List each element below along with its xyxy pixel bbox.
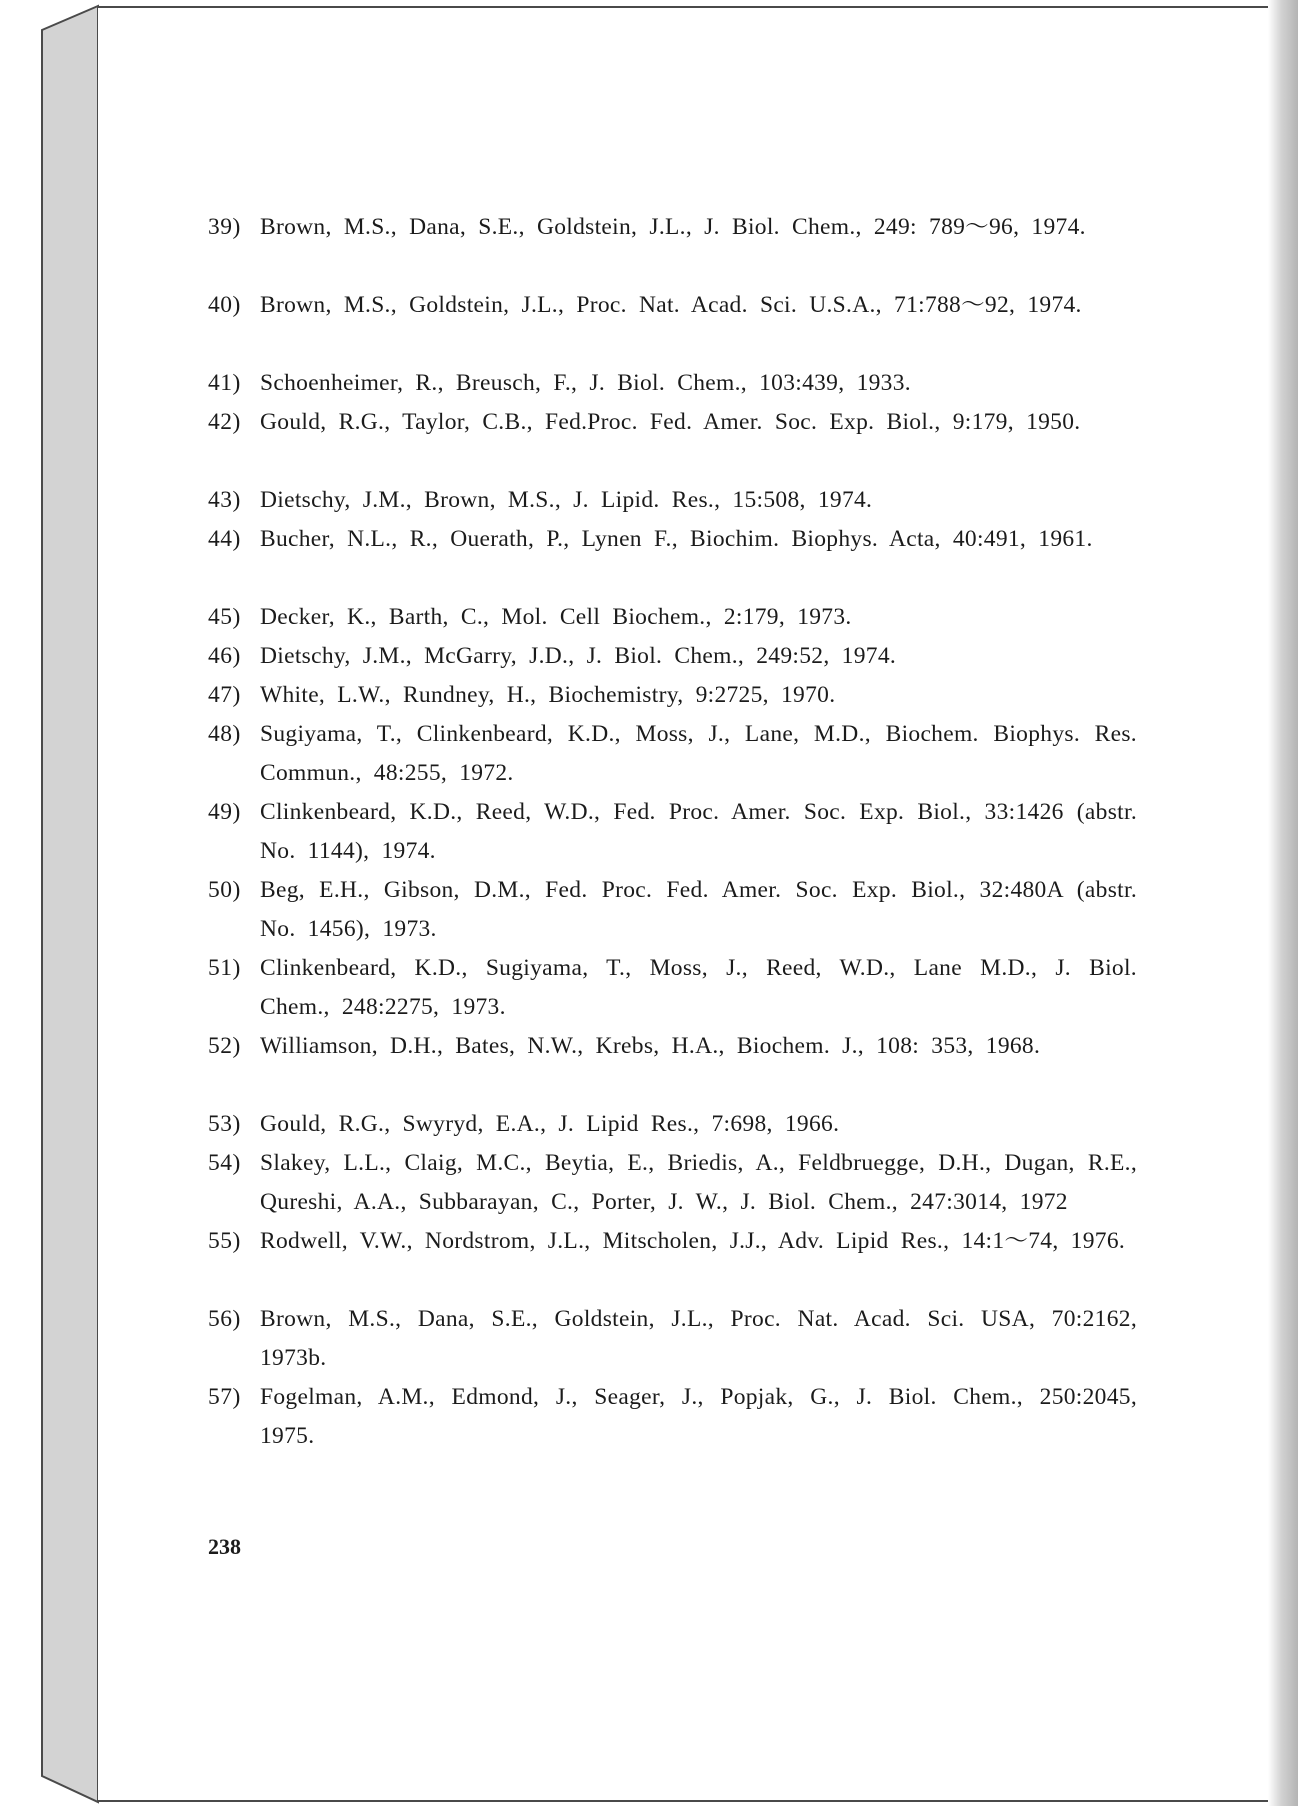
- reference-number: 47): [208, 682, 241, 708]
- reference-text: Brown, M.S., Goldstein, J.L., Proc. Nat. Acad. Sci. U.S.A., 71:788～92, 1974.: [260, 292, 1082, 318]
- reference-item: [208, 208, 1137, 286]
- reference-item: [208, 1027, 1137, 1105]
- reference-text: Rodwell, V.W., Nordstrom, J.L., Mitscholen, J.J., Adv. Lipid Res., 14:1～74, 1976.: [260, 1228, 1126, 1254]
- reference-list: [208, 208, 1137, 1456]
- reference-number: 49): [208, 799, 241, 825]
- reference-text: Fogelman, A.M., Edmond, J., Seager, J., Popjak, G., J. Biol. Chem., 250:2045, 1975.: [260, 1384, 1137, 1449]
- reference-number: 52): [208, 1033, 241, 1059]
- reference-text: Beg, E.H., Gibson, D.M., Fed. Proc. Fed. Amer. Soc. Exp. Biol., 32:480A (abstr. No. 1456), 1973.: [260, 877, 1137, 942]
- reference-text: Clinkenbeard, K.D., Reed, W.D., Fed. Proc. Amer. Soc. Exp. Biol., 33:1426 (abstr. No. 1144), 1974.: [260, 799, 1137, 864]
- reference-item: [208, 1222, 1137, 1300]
- page-number: 238: [208, 1534, 241, 1559]
- reference-item: [208, 1300, 1137, 1378]
- reference-number: 43): [208, 487, 241, 513]
- reference-number: 45): [208, 604, 241, 630]
- reference-item: [208, 871, 1137, 949]
- reference-number: 57): [208, 1384, 241, 1410]
- reference-number: 40): [208, 292, 241, 318]
- reference-number: 56): [208, 1306, 241, 1332]
- reference-text: Sugiyama, T., Clinkenbeard, K.D., Moss, J., Lane, M.D., Biochem. Biophys. Res. Commun., 48:255, 1972.: [260, 721, 1137, 786]
- reference-number: 46): [208, 643, 241, 669]
- reference-item: [208, 364, 1137, 403]
- reference-text: Bucher, N.L., R., Ouerath, P., Lynen F., Biochim. Biophys. Acta, 40:491, 1961.: [260, 526, 1093, 552]
- reference-number: 39): [208, 214, 241, 240]
- reference-text: Brown, M.S., Dana, S.E., Goldstein, J.L., J. Biol. Chem., 249: 789～96, 1974.: [260, 214, 1086, 240]
- reference-item: [208, 715, 1137, 793]
- reference-text: Gould, R.G., Taylor, C.B., Fed.Proc. Fed. Amer. Soc. Exp. Biol., 9:179, 1950.: [260, 409, 1081, 435]
- reference-item: [208, 286, 1137, 364]
- page-edge-shadow: [1268, 0, 1298, 1806]
- reference-number: 51): [208, 955, 241, 981]
- reference-item: [208, 637, 1137, 676]
- reference-text: Dietschy, J.M., Brown, M.S., J. Lipid. Res., 15:508, 1974.: [260, 487, 873, 513]
- reference-number: 55): [208, 1228, 241, 1254]
- reference-item: [208, 1378, 1137, 1456]
- reference-number: 44): [208, 526, 241, 552]
- reference-item: [208, 1144, 1137, 1222]
- reference-item: [208, 520, 1137, 598]
- reference-item: [208, 598, 1137, 637]
- reference-item: [208, 481, 1137, 520]
- reference-number: 53): [208, 1111, 241, 1137]
- reference-number: 42): [208, 409, 241, 435]
- reference-item: [208, 676, 1137, 715]
- reference-item: [208, 403, 1137, 481]
- reference-item: [208, 793, 1137, 871]
- reference-text: White, L.W., Rundney, H., Biochemistry, 9:2725, 1970.: [260, 682, 836, 708]
- reference-text: Brown, M.S., Dana, S.E., Goldstein, J.L., Proc. Nat. Acad. Sci. USA, 70:2162, 1973b.: [260, 1306, 1137, 1371]
- reference-item: [208, 949, 1137, 1027]
- reference-text: Dietschy, J.M., McGarry, J.D., J. Biol. Chem., 249:52, 1974.: [260, 643, 897, 669]
- reference-number: 54): [208, 1150, 241, 1176]
- reference-text: Williamson, D.H., Bates, N.W., Krebs, H.A., Biochem. J., 108: 353, 1968.: [260, 1033, 1041, 1059]
- reference-number: 41): [208, 370, 241, 396]
- reference-number: 48): [208, 721, 241, 747]
- reference-text: Slakey, L.L., Claig, M.C., Beytia, E., Briedis, A., Feldbruegge, D.H., Dugan, R.E., Qureshi, A.A., Subbarayan, C., Porter, J. W., J. Biol. Chem., 247:3014, 1972: [260, 1150, 1137, 1215]
- reference-item: [208, 1105, 1137, 1144]
- reference-text: Clinkenbeard, K.D., Sugiyama, T., Moss, J., Reed, W.D., Lane M.D., J. Biol. Chem., 248:2275, 1973.: [260, 955, 1137, 1020]
- reference-number: 50): [208, 877, 241, 903]
- reference-text: Decker, K., Barth, C., Mol. Cell Biochem., 2:179, 1973.: [260, 604, 852, 630]
- reference-text: Schoenheimer, R., Breusch, F., J. Biol. Chem., 103:439, 1933.: [260, 370, 911, 396]
- reference-text: Gould, R.G., Swyryd, E.A., J. Lipid Res., 7:698, 1966.: [260, 1111, 840, 1137]
